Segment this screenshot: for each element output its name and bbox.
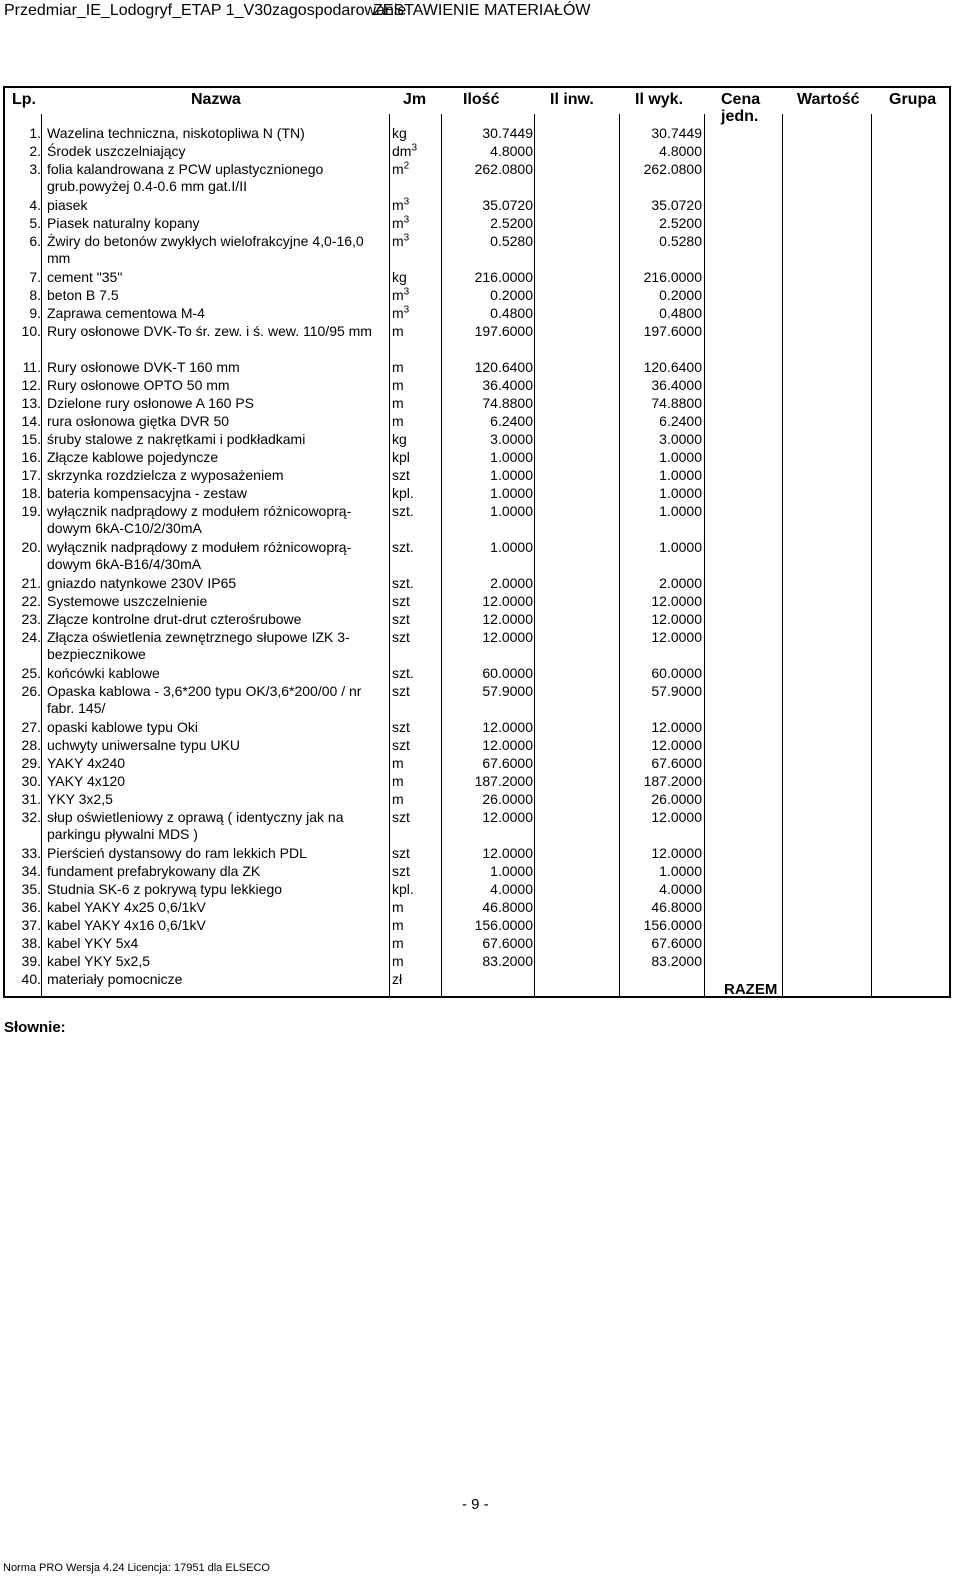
row-jm <box>392 773 404 790</box>
col-header-il-inw: Il inw. <box>550 91 594 108</box>
row-jm-unit: m <box>392 161 404 177</box>
row-jm <box>392 287 409 304</box>
row-jm <box>392 683 410 700</box>
row-jm-unit: kpl. <box>392 485 414 501</box>
row-ilosc: 57.9000 <box>482 683 533 699</box>
row-ilosc: 12.0000 <box>482 719 533 735</box>
row-ilosc: 3.0000 <box>490 431 533 447</box>
row-jm-exponent: 3 <box>403 232 410 244</box>
row-ilosc: 2.5200 <box>490 215 533 231</box>
row-il-wyk: 1.0000 <box>659 539 702 555</box>
row-jm-unit: m <box>392 197 404 213</box>
row-nazwa: uchwyty uniwersalne typu UKU <box>47 737 240 753</box>
row-lp: 19. <box>21 503 41 519</box>
row-jm-unit: m <box>392 395 404 411</box>
row-lp: 21. <box>21 575 41 591</box>
row-il-wyk: 187.2000 <box>643 773 702 789</box>
row-lp: 13. <box>21 395 41 411</box>
col-header-nazwa: Nazwa <box>191 91 241 108</box>
row-jm-unit: m <box>392 305 404 321</box>
row-ilosc: 0.2000 <box>490 287 533 303</box>
row-nazwa: bateria kompensacyjna - zestaw <box>47 485 247 501</box>
row-lp: 25. <box>21 665 41 681</box>
row-ilosc: 12.0000 <box>482 737 533 753</box>
row-jm <box>392 809 410 826</box>
row-ilosc: 197.6000 <box>474 323 533 339</box>
row-nazwa: Wazelina techniczna, niskotopliwa N (TN) <box>47 125 305 141</box>
row-lp: 37. <box>21 917 41 933</box>
row-jm-unit: kg <box>392 125 407 141</box>
row-jm <box>392 935 404 952</box>
col-header-ilosc: Ilość <box>463 91 500 108</box>
row-ilosc: 1.0000 <box>490 863 533 879</box>
row-il-wyk: 46.8000 <box>651 899 702 915</box>
row-jm-unit: szt <box>392 467 410 483</box>
row-jm-unit: m <box>392 899 404 915</box>
row-ilosc: 12.0000 <box>482 809 533 825</box>
col-divider <box>782 114 783 996</box>
row-jm-exponent: 3 <box>403 214 410 226</box>
row-jm <box>392 845 410 862</box>
row-il-wyk: 74.8800 <box>651 395 702 411</box>
row-nazwa: Złącze kablowe pojedyncze <box>47 449 219 465</box>
row-jm-unit: m <box>392 359 404 375</box>
row-lp: 5. <box>29 215 41 231</box>
row-lp: 4. <box>29 197 41 213</box>
row-jm <box>392 611 410 628</box>
row-jm <box>392 737 410 754</box>
row-il-wyk: 197.6000 <box>643 323 702 339</box>
row-lp: 3. <box>29 161 41 177</box>
row-ilosc: 6.2400 <box>490 413 533 429</box>
row-il-wyk: 1.0000 <box>659 485 702 501</box>
row-jm <box>392 377 404 394</box>
row-jm-exponent: 3 <box>403 304 410 316</box>
row-ilosc: 67.6000 <box>482 935 533 951</box>
row-jm <box>392 233 409 250</box>
row-jm-unit: m <box>392 323 404 339</box>
row-jm <box>392 539 414 556</box>
row-il-wyk: 60.0000 <box>651 665 702 681</box>
row-lp: 8. <box>29 287 41 303</box>
col-header-cena: Cena jedn. <box>721 91 761 125</box>
materials-table <box>3 86 951 998</box>
row-jm-unit: kpl. <box>392 881 414 897</box>
row-nazwa: opaski kablowe typu Oki <box>47 719 198 735</box>
document-header-left: Przedmiar_IE_Lodogryf_ETAP 1_V30zagospodarowanie <box>4 2 407 19</box>
row-jm <box>392 593 410 610</box>
row-jm-unit: szt <box>392 809 410 825</box>
col-header-jm: Jm <box>403 91 427 108</box>
footer-license: Norma PRO Wersja 4.24 Licencja: 17951 dla ELSECO <box>3 1562 270 1574</box>
row-lp: 17. <box>21 467 41 483</box>
row-jm-unit: szt. <box>392 575 414 591</box>
row-jm <box>392 323 404 340</box>
row-ilosc: 35.0720 <box>482 197 533 213</box>
row-jm <box>392 881 414 898</box>
row-jm <box>392 413 404 430</box>
row-lp: 15. <box>21 431 41 447</box>
row-lp: 6. <box>29 233 41 249</box>
row-il-wyk: 12.0000 <box>651 719 702 735</box>
row-jm <box>392 863 410 880</box>
row-ilosc: 12.0000 <box>482 593 533 609</box>
row-il-wyk: 0.2000 <box>659 287 702 303</box>
row-ilosc: 1.0000 <box>490 485 533 501</box>
row-nazwa: Żwiry do betonów zwykłych wielofrakcyjne 4,0-16,0 mm <box>47 233 364 266</box>
row-jm <box>392 629 410 646</box>
row-jm-unit: m <box>392 935 404 951</box>
row-lp: 38. <box>21 935 41 951</box>
row-il-wyk: 0.4800 <box>659 305 702 321</box>
row-nazwa: końcówki kablowe <box>47 665 160 681</box>
row-il-wyk: 262.0800 <box>643 161 702 177</box>
row-nazwa: Studnia SK-6 z pokrywą typu lekkiego <box>47 881 283 897</box>
row-nazwa: wyłącznik nadprądowy z modułem różnicowoprą-dowym 6kA-C10/2/30mA <box>47 503 352 536</box>
row-jm-unit: kpl <box>392 449 410 465</box>
row-il-wyk: 4.8000 <box>659 143 702 159</box>
row-ilosc: 60.0000 <box>482 665 533 681</box>
page-number: - 9 - <box>462 1496 489 1513</box>
row-nazwa: Dzielone rury osłonowe A 160 PS <box>47 395 255 411</box>
row-jm <box>392 899 404 916</box>
row-jm-unit: szt <box>392 683 410 699</box>
row-ilosc: 1.0000 <box>490 467 533 483</box>
row-nazwa: śruby stalowe z nakrętkami i podkładkami <box>47 431 306 447</box>
row-lp: 33. <box>21 845 41 861</box>
row-jm-unit: szt. <box>392 539 414 555</box>
slownie-label: Słownie: <box>4 1019 66 1036</box>
row-jm-unit: szt <box>392 737 410 753</box>
row-lp: 12. <box>21 377 41 393</box>
row-lp: 26. <box>21 683 41 699</box>
col-divider <box>389 114 390 996</box>
row-il-wyk: 26.0000 <box>651 791 702 807</box>
document-header-right: ZESTAWIENIE MATERIAŁÓW <box>373 2 591 19</box>
row-jm <box>392 791 404 808</box>
col-divider <box>441 114 442 996</box>
row-il-wyk: 12.0000 <box>651 611 702 627</box>
razem-label: RAZEM <box>724 981 778 998</box>
row-nazwa: piasek <box>47 197 88 213</box>
row-lp: 2. <box>29 143 41 159</box>
row-lp: 14. <box>21 413 41 429</box>
row-ilosc: 12.0000 <box>482 629 533 645</box>
row-ilosc: 187.2000 <box>474 773 533 789</box>
row-jm-unit: szt. <box>392 503 414 519</box>
row-jm-unit: szt <box>392 629 410 645</box>
row-il-wyk: 1.0000 <box>659 467 702 483</box>
row-lp: 1. <box>29 125 41 141</box>
row-jm <box>392 269 407 286</box>
row-jm <box>392 143 417 160</box>
row-nazwa: fundament prefabrykowany dla ZK <box>47 863 261 879</box>
row-lp: 31. <box>21 791 41 807</box>
row-ilosc: 1.0000 <box>490 539 533 555</box>
row-il-wyk: 83.2000 <box>651 953 702 969</box>
row-lp: 22. <box>21 593 41 609</box>
row-jm-exponent: 3 <box>411 142 418 154</box>
row-jm <box>392 197 409 214</box>
row-jm <box>392 485 414 502</box>
row-ilosc: 12.0000 <box>482 845 533 861</box>
row-lp: 24. <box>21 629 41 645</box>
row-jm-unit: szt <box>392 863 410 879</box>
row-nazwa: beton B 7.5 <box>47 287 119 303</box>
row-lp: 29. <box>21 755 41 771</box>
row-jm-unit: kg <box>392 431 407 447</box>
row-nazwa: YAKY 4x240 <box>47 755 126 771</box>
row-jm-exponent: 3 <box>403 286 410 298</box>
row-jm-unit: m <box>392 413 404 429</box>
row-jm-unit: m <box>392 377 404 393</box>
row-jm-exponent: 2 <box>403 160 410 172</box>
row-jm <box>392 503 414 520</box>
row-il-wyk: 35.0720 <box>651 197 702 213</box>
row-lp: 40. <box>21 971 41 987</box>
row-nazwa: Piasek naturalny kopany <box>47 215 200 231</box>
row-nazwa: materiały pomocnicze <box>47 971 183 987</box>
row-nazwa: Pierścień dystansowy do ram lekkich PDL <box>47 845 307 861</box>
row-nazwa: Środek uszczelniający <box>47 143 186 159</box>
row-lp: 35. <box>21 881 41 897</box>
row-jm <box>392 467 410 484</box>
row-il-wyk: 1.0000 <box>659 503 702 519</box>
row-ilosc: 67.6000 <box>482 755 533 771</box>
row-nazwa: cement "35" <box>47 269 123 285</box>
row-il-wyk: 67.6000 <box>651 935 702 951</box>
row-jm <box>392 575 414 592</box>
row-jm <box>392 755 404 772</box>
row-lp: 18. <box>21 485 41 501</box>
row-nazwa: Zaprawa cementowa M-4 <box>47 305 205 321</box>
row-jm <box>392 449 410 466</box>
row-ilosc: 120.6400 <box>474 359 533 375</box>
row-il-wyk: 57.9000 <box>651 683 702 699</box>
row-nazwa: Złącze kontrolne drut-drut czterośrubowe <box>47 611 302 627</box>
row-jm-exponent: 3 <box>403 196 410 208</box>
row-il-wyk: 12.0000 <box>651 737 702 753</box>
row-il-wyk: 30.7449 <box>651 125 702 141</box>
row-ilosc: 83.2000 <box>482 953 533 969</box>
row-nazwa: Rury osłonowe DVK-To śr. zew. i ś. wew. 110/95 mm <box>47 323 372 339</box>
row-jm-unit: zł <box>392 971 403 987</box>
row-il-wyk: 0.5280 <box>659 233 702 249</box>
row-lp: 32. <box>21 809 41 825</box>
row-jm-unit: szt. <box>392 665 414 681</box>
row-ilosc: 1.0000 <box>490 449 533 465</box>
row-jm-unit: szt <box>392 611 410 627</box>
col-divider <box>871 114 872 996</box>
row-jm-unit: dm <box>392 143 412 159</box>
row-ilosc: 4.0000 <box>490 881 533 897</box>
row-ilosc: 74.8800 <box>482 395 533 411</box>
row-nazwa: YKY 3x2,5 <box>47 791 113 807</box>
row-jm-unit: m <box>392 233 404 249</box>
row-nazwa: rura osłonowa giętka DVR 50 <box>47 413 230 429</box>
row-ilosc: 216.0000 <box>474 269 533 285</box>
row-lp: 20. <box>21 539 41 555</box>
row-lp: 11. <box>22 359 41 375</box>
col-divider <box>704 114 705 996</box>
row-lp: 28. <box>21 737 41 753</box>
row-nazwa: kabel YKY 5x2,5 <box>47 953 151 969</box>
row-il-wyk: 12.0000 <box>651 809 702 825</box>
row-jm <box>392 431 407 448</box>
row-ilosc: 30.7449 <box>482 125 533 141</box>
col-header-il-wyk: Il wyk. <box>635 91 684 108</box>
row-jm-unit: m <box>392 215 404 231</box>
row-jm-unit: m <box>392 773 404 789</box>
row-ilosc: 1.0000 <box>490 503 533 519</box>
row-il-wyk: 1.0000 <box>659 863 702 879</box>
row-ilosc: 156.0000 <box>474 917 533 933</box>
row-nazwa: słup oświetleniowy z oprawą ( identyczny jak na parkingu pływalni MDS ) <box>47 809 344 842</box>
row-il-wyk: 67.6000 <box>651 755 702 771</box>
row-lp: 39. <box>21 953 41 969</box>
row-nazwa: Systemowe uszczelnienie <box>47 593 208 609</box>
row-lp: 27. <box>21 719 41 735</box>
row-jm <box>392 161 409 178</box>
row-ilosc: 12.0000 <box>482 611 533 627</box>
row-jm-unit: szt <box>392 719 410 735</box>
row-nazwa: Rury osłonowe OPTO 50 mm <box>47 377 230 393</box>
row-jm-unit: m <box>392 287 404 303</box>
row-lp: 30. <box>21 773 41 789</box>
row-ilosc: 262.0800 <box>474 161 533 177</box>
row-nazwa: gniazdo natynkowe 230V IP65 <box>47 575 237 591</box>
row-il-wyk: 2.0000 <box>659 575 702 591</box>
row-lp: 36. <box>21 899 41 915</box>
row-il-wyk: 4.0000 <box>659 881 702 897</box>
row-jm-unit: szt <box>392 845 410 861</box>
col-divider <box>534 114 535 996</box>
row-nazwa: kabel YAKY 4x16 0,6/1kV <box>47 917 206 933</box>
row-il-wyk: 216.0000 <box>643 269 702 285</box>
row-lp: 10. <box>21 323 41 339</box>
col-header-wartosc: Wartość <box>797 91 860 108</box>
row-jm <box>392 665 414 682</box>
row-jm-unit: kg <box>392 269 407 285</box>
row-lp: 23. <box>21 611 41 627</box>
row-nazwa: Złącza oświetlenia zewnętrznego słupowe IZK 3-bezpiecznikowe <box>47 629 350 662</box>
row-ilosc: 2.0000 <box>490 575 533 591</box>
row-il-wyk: 36.4000 <box>651 377 702 393</box>
row-lp: 7. <box>29 269 41 285</box>
row-il-wyk: 6.2400 <box>659 413 702 429</box>
row-jm <box>392 215 409 232</box>
row-nazwa: Rury osłonowe DVK-T 160 mm <box>47 359 240 375</box>
row-nazwa: wyłącznik nadprądowy z modułem różnicowoprą-dowym 6kA-B16/4/30mA <box>47 539 352 572</box>
row-il-wyk: 120.6400 <box>643 359 702 375</box>
row-nazwa: folia kalandrowana z PCW uplastycznionego grub.powyżej 0.4-0.6 mm gat.I/II <box>47 161 324 194</box>
row-jm <box>392 719 410 736</box>
row-jm <box>392 305 409 322</box>
row-jm-unit: szt <box>392 593 410 609</box>
row-il-wyk: 156.0000 <box>643 917 702 933</box>
row-jm <box>392 953 404 970</box>
row-jm-unit: m <box>392 953 404 969</box>
row-nazwa: kabel YKY 5x4 <box>47 935 139 951</box>
row-jm <box>392 125 407 142</box>
row-jm-unit: m <box>392 755 404 771</box>
row-ilosc: 46.8000 <box>482 899 533 915</box>
row-ilosc: 4.8000 <box>490 143 533 159</box>
col-header-grupa: Grupa <box>889 91 937 108</box>
row-ilosc: 36.4000 <box>482 377 533 393</box>
row-jm <box>392 917 404 934</box>
row-jm <box>392 971 402 988</box>
col-divider <box>41 114 42 996</box>
row-il-wyk: 1.0000 <box>659 449 702 465</box>
row-il-wyk: 12.0000 <box>651 593 702 609</box>
row-lp: 34. <box>21 863 41 879</box>
row-nazwa: YAKY 4x120 <box>47 773 126 789</box>
row-ilosc: 0.4800 <box>490 305 533 321</box>
row-jm <box>392 359 404 376</box>
row-lp: 9. <box>29 305 41 321</box>
row-il-wyk: 2.5200 <box>659 215 702 231</box>
row-nazwa: skrzynka rozdzielcza z wyposażeniem <box>47 467 284 483</box>
row-jm-unit: m <box>392 791 404 807</box>
col-header-lp: Lp. <box>12 91 36 108</box>
row-ilosc: 26.0000 <box>482 791 533 807</box>
row-jm <box>392 395 404 412</box>
row-ilosc: 0.5280 <box>490 233 533 249</box>
row-il-wyk: 12.0000 <box>651 629 702 645</box>
row-nazwa: Opaska kablowa - 3,6*200 typu OK/3,6*200/00 / nr fabr. 145/ <box>47 683 362 716</box>
row-lp: 16. <box>21 449 41 465</box>
row-il-wyk: 12.0000 <box>651 845 702 861</box>
row-nazwa: kabel YAKY 4x25 0,6/1kV <box>47 899 206 915</box>
row-il-wyk: 3.0000 <box>659 431 702 447</box>
row-jm-unit: m <box>392 917 404 933</box>
